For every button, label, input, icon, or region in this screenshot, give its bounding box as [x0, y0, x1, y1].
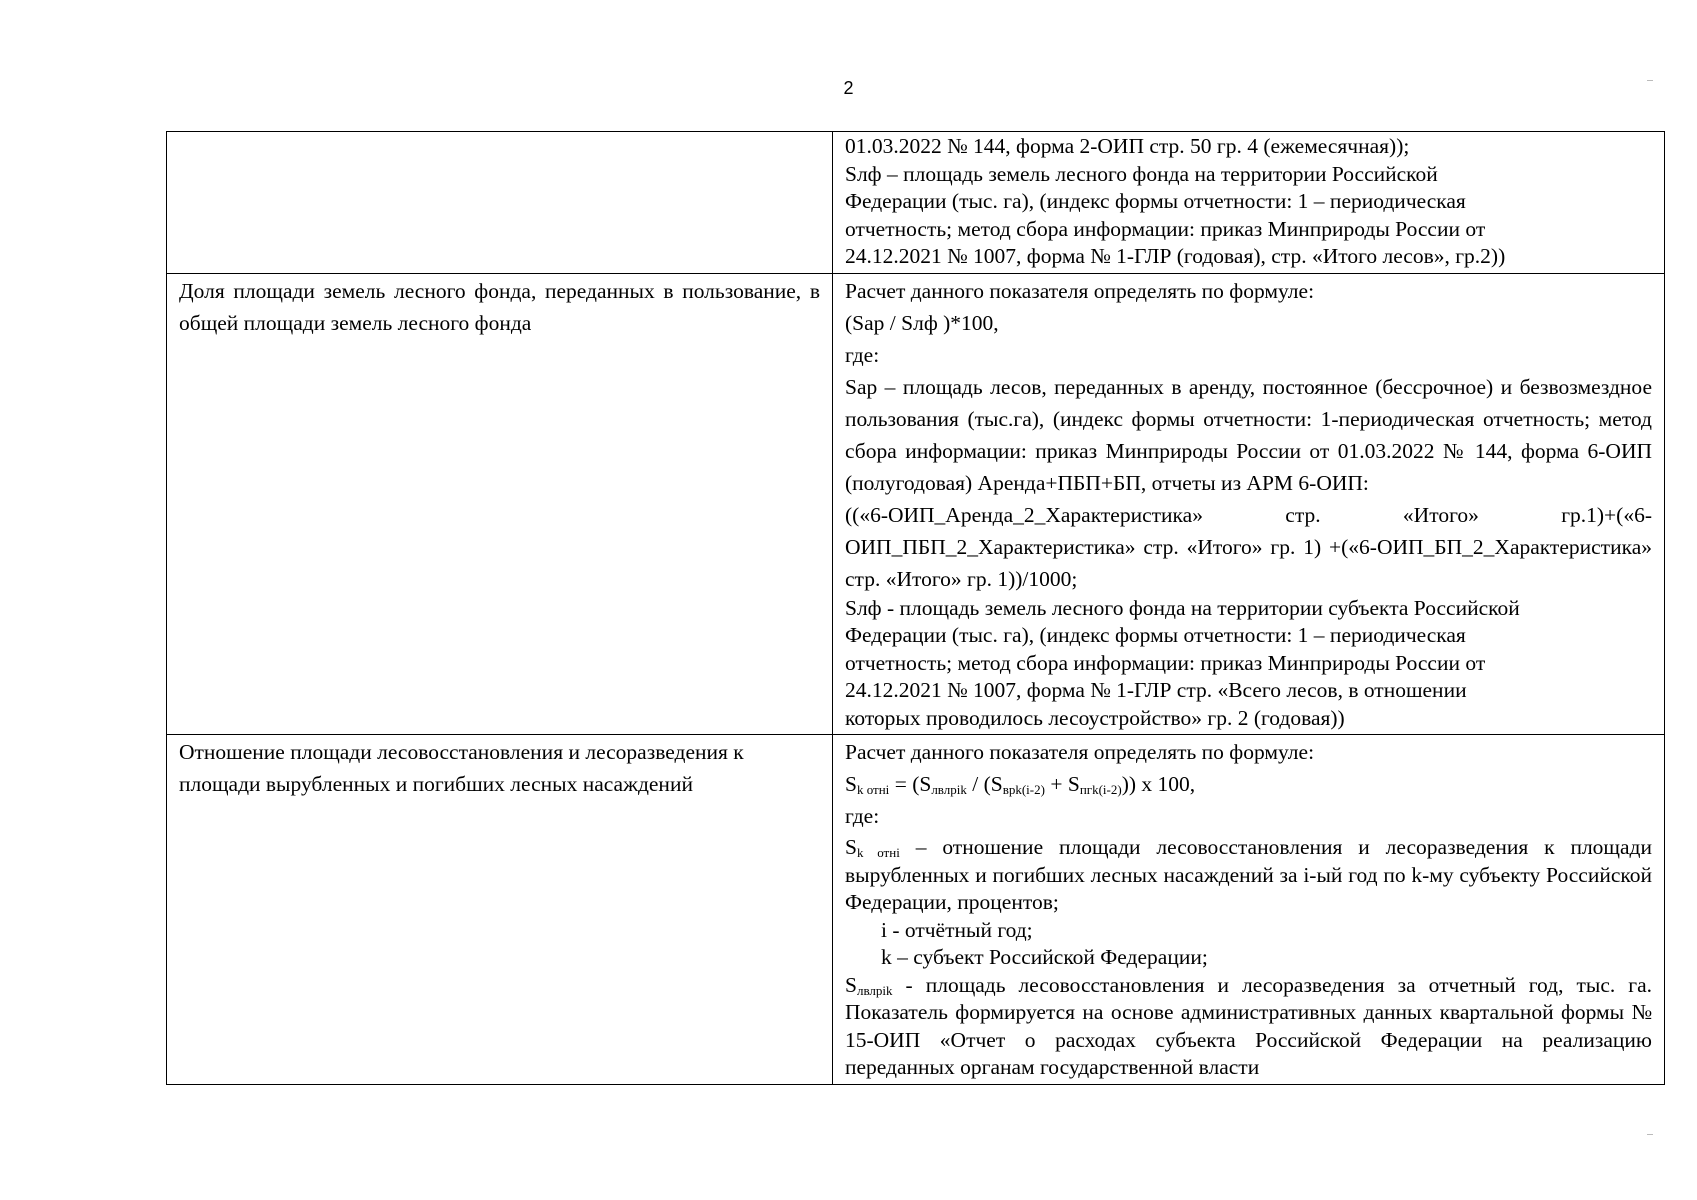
where-label: где:: [845, 804, 880, 828]
indicator-method-cell: [833, 273, 1665, 735]
k-definition: k – субъект Российской Федерации;: [881, 945, 1208, 969]
i-definition: i - отчётный год;: [881, 917, 1033, 942]
table-row: [167, 735, 1665, 1085]
formula-intro: Расчет данного показателя определять по формуле:: [845, 278, 1315, 303]
slf-line: Sлф - площадь земель лесного фонда на территории субъекта Российской: [845, 595, 1520, 620]
scan-mark: [1647, 1134, 1653, 1135]
method-line: Федерации (тыс. га), (индекс формы отчетности: 1 – периодическая: [845, 189, 1466, 213]
table-row: [167, 273, 1665, 735]
method-line: Sлф – площадь земель лесного фонда на территории Российской: [845, 161, 1438, 186]
slf-line: отчетность; метод сбора информации: приказ Минприроды России от: [845, 650, 1486, 675]
indicator-name-cell: Доля площади земель лесного фонда, переданных в пользование, в общей площади земель лесного фонда: [167, 273, 833, 735]
slf-line: 24.12.2021 № 1007, форма № 1-ГЛР стр. «Всего лесов, в отношении: [845, 678, 1467, 702]
formula: (Sар / Sлф )*100,: [845, 310, 999, 335]
formula: $S_{k отнi} = (S_{лвлрik} / (S_{врk(i-2)} + S_{пгk(i-2)}))$ х 100,: [845, 772, 1196, 797]
method-line: отчетность; метод сбора информации: приказ Минприроды России от: [845, 216, 1486, 241]
formula-intro: Расчет данного показателя определять по формуле:: [845, 740, 1315, 764]
indicator-name-cell: Отношение площади лесовосстановления и лесоразведения к площади вырубленных и погибших лесных насаждений: [167, 735, 833, 1085]
indicator-method-cell: [833, 132, 1665, 274]
slf-line: Федерации (тыс. га), (индекс формы отчетности: 1 – периодическая: [845, 623, 1466, 647]
where-label: где:: [845, 342, 880, 367]
method-line: 24.12.2021 № 1007, форма № 1-ГЛР (годовая), стр. «Итого лесов», гр.2)): [845, 244, 1506, 268]
table-row: [167, 132, 1665, 274]
indicator-method-cell: [833, 735, 1665, 1085]
indicator-name-cell: [167, 132, 833, 274]
method-line: 01.03.2022 № 144, форма 2-ОИП стр. 50 гр. 4 (ежемесячная));: [845, 134, 1410, 158]
sar-definition: Sар – площадь лесов, переданных в аренду, постоянное (бессрочное) и безвозмездное пользования (тыс.га), (индекс формы отчетности: 1-периодическая отчетность; метод сбора информации: приказ Минприроды России от 01.03.2022 № 144, форма 6-ОИП (полугодовая) Аренда+ПБП+БП, отчеты из АРМ 6-ОИП:: [845, 374, 1652, 495]
sk-definition: $S_{k отнi}$ – отношение площади лесовосстановления и лесоразведения к площади вырубленных и погибших лесных насаждений за i-ый год по k-му субъекту Российской Федерации, процентов;: [845, 835, 1652, 914]
slf-line: которых проводилось лесоустройство» гр. 2 (годовая)): [845, 705, 1345, 730]
page-number: 2: [843, 78, 854, 98]
sar-calculation: ((«6-ОИП_Аренда_2_Характеристика» стр. «Итого» гр.1)+(«6-ОИП_ПБП_2_Характеристика» стр. «Итого» гр. 1) +(«6-ОИП_БП_2_Характеристика» стр. «Итого» гр. 1))/1000;: [845, 502, 1652, 591]
scan-mark: [1647, 80, 1653, 81]
slvlr-definition: $S_{лвлрik}$ - площадь лесовосстановления и лесоразведения за отчетный год, тыс. га. Показатель формируется на основе административных данных квартальной формы № 15-ОИП «Отчет о расходах субъекта Российской Федерации на реализацию переданных органам государственной власти: [845, 972, 1652, 1079]
indicator-table: [166, 131, 1665, 1085]
